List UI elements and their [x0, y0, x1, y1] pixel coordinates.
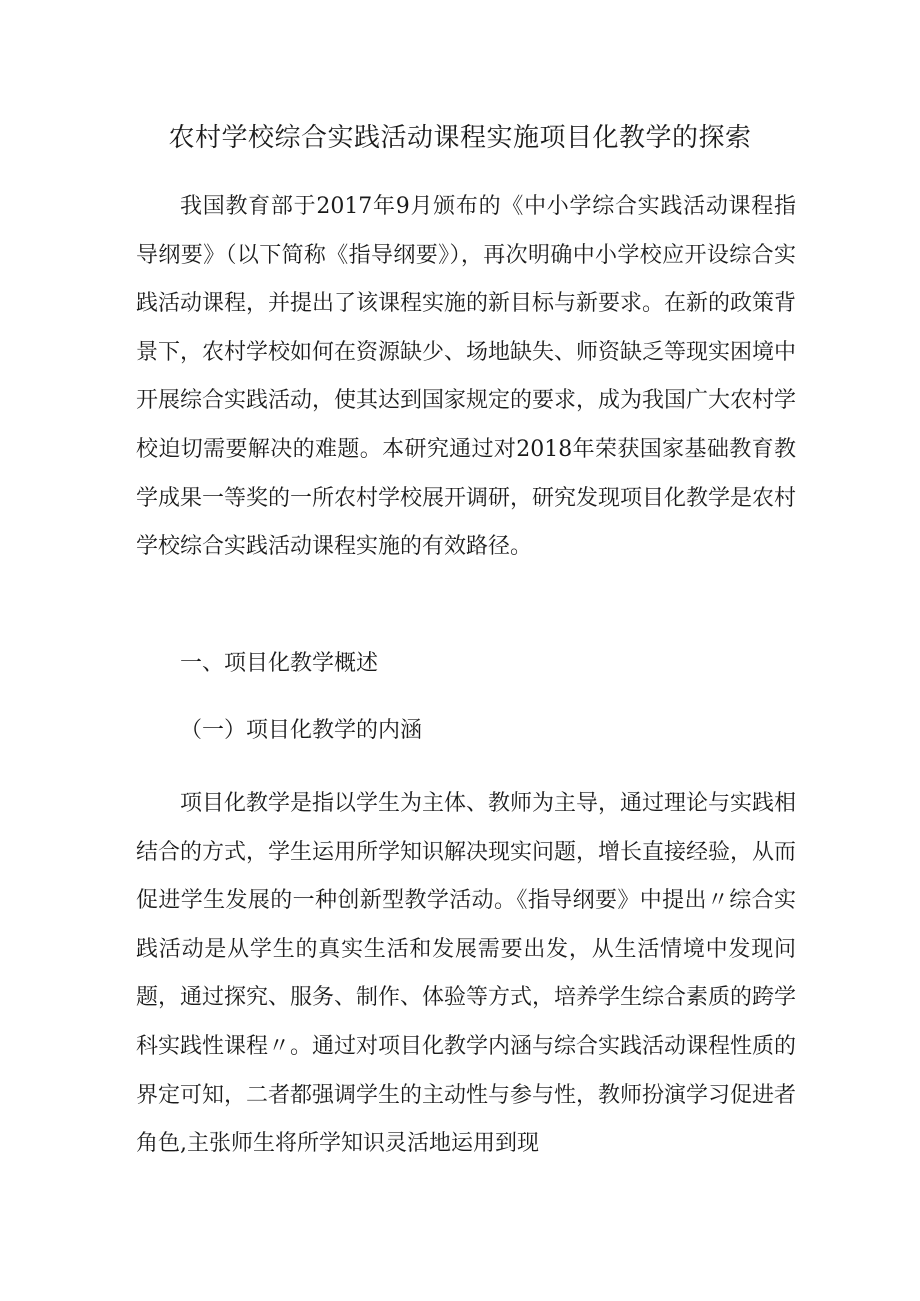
document-title: 农村学校综合实践活动课程实施项目化教学的探索 [168, 123, 752, 153]
body-paragraph: 项目化教学是指以学生为主体、教师为主导，通过理论与实践相结合的方式，学生运用所学知识解决现实问题，增长直接经验，从而促进学生发展的一种创新型教学活动。《指导纲要》中提出〃综合实践活动是从学生的真实生活和发展需要出发，从生活情境中发现问题，通过探究、服务、制作、体验等方式，培养学生综合素质的跨学科实践性课程〃。通过对项目化教学内涵与综合实践活动课程性质的界定可知，二者都强调学生的主动性与参与性，教师扮演学习促进者角色,主张师生将所学知识灵活地运用到现 [136, 791, 797, 1157]
intro-paragraph: 我国教育部于2017年9月颁布的《中小学综合实践活动课程指导纲要》（以下简称《指导纲要》），再次明确中小学校应开设综合实践活动课程，并提出了该课程实施的新目标与新要求。在新的政策背景下，农村学校如何在资源缺少、场地缺失、师资缺乏等现实困境中开展综合实践活动，使其达到国家规定的要求，成为我国广大农村学校迫切需要解决的难题。本研究通过对2018年荣获国家基础教育教学成果一等奖的一所农村学校展开调研，研究发现项目化教学是农村学校综合实践活动课程实施的有效路径。 [136, 194, 797, 560]
section-heading: 一、项目化教学概述 [180, 651, 379, 676]
subsection-heading: （一）项目化教学的内涵 [180, 718, 423, 743]
